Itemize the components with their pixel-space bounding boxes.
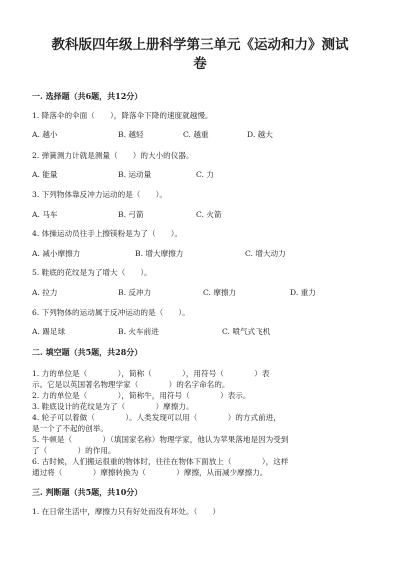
fill-line: 6. 古时候，人们搬运很重的物体时，往往在物体下面放上（ ），这样 — [32, 457, 289, 466]
option: C. 增大动力 — [245, 249, 286, 258]
question-stem: 4. 体操运动员往手上擦镁粉是为了（ ）。 — [32, 229, 183, 238]
option: A. 能量 — [32, 170, 58, 179]
option: B. 反冲力 — [118, 288, 152, 297]
option: B. 越轻 — [118, 130, 144, 139]
title-line-1: 教科版四年级上册科学第三单元《运动和力》测试 — [51, 37, 349, 53]
option: A. 减小摩擦力 — [32, 249, 81, 258]
option: B. 弓箭 — [118, 210, 144, 219]
question-stem: 2. 弹簧测力计就是测量（ ）的大小的仪器。 — [32, 151, 194, 160]
fill-line: 2. 力的单位是（ ），简称牛，用符号（ ）表示。 — [32, 391, 251, 400]
question-stem: 5. 鞋底的花纹是为了增大（ ）。 — [32, 268, 152, 277]
option: C. 火箭 — [196, 210, 222, 219]
option: C. 力 — [196, 170, 214, 179]
section-heading-choice: 一. 选择题（共6题，共12分） — [32, 91, 143, 101]
option: B. 运动量 — [118, 170, 152, 179]
option: D. 越大 — [247, 130, 273, 139]
option: A. 马车 — [32, 210, 58, 219]
section-heading-judge: 三. 判断题（共5题，共10分） — [32, 487, 143, 497]
section-heading-fill: 二. 填空题（共5题，共28分） — [32, 347, 143, 357]
page-title — [50, 36, 350, 74]
option: C. 喷气式飞机 — [222, 327, 271, 336]
fill-line: 了（ ）的作用。 — [32, 446, 116, 455]
option: A. 越小 — [32, 130, 58, 139]
fill-line: 1. 力的单位是（ ），简称（ ），用符号（ ）表 — [32, 369, 270, 378]
fill-line: 通过将（ ）摩擦转换为（ ）摩擦，从而减少摩擦力。 — [32, 468, 268, 477]
option: C. 摩擦力 — [203, 288, 237, 297]
option: A. 拉力 — [32, 288, 58, 297]
question-stem: 6. 下列物体的运动属于反冲运动的是（ ）。 — [32, 308, 190, 317]
fill-line: 4. 轮子可以着做（ ）。人类发现可以用（ ）的方式前进， — [32, 413, 281, 422]
fill-line: 示。它是以英国著名物理学家（ ）的名字命名的。 — [32, 380, 230, 389]
fill-line: 3. 鞋底设计的花纹是为了（ ）摩擦力。 — [32, 402, 194, 411]
judge-line: 1. 在日常生活中，摩擦力只有好处而没有坏处。（ ） — [32, 507, 221, 516]
title-line-2: 卷 — [193, 56, 207, 72]
option: B. 增大摩擦力 — [135, 249, 184, 258]
option: D. 重力 — [290, 288, 316, 297]
question-stem: 1. 降落伞的伞面（ ），降落伞下降的速度就越慢。 — [32, 111, 213, 120]
option: A. 踢足球 — [32, 327, 66, 336]
question-stem: 3. 下列物体靠反冲力运动的是（ ）。 — [32, 190, 167, 199]
fill-line: 是一个了不起的创举。 — [32, 424, 108, 433]
option: B. 火车前进 — [118, 327, 159, 336]
option: C. 越重 — [183, 130, 209, 139]
fill-line: 5. 牛顿是（ ）（填国家名称）物理学家，他认为苹果落地是因为受到 — [32, 435, 289, 444]
